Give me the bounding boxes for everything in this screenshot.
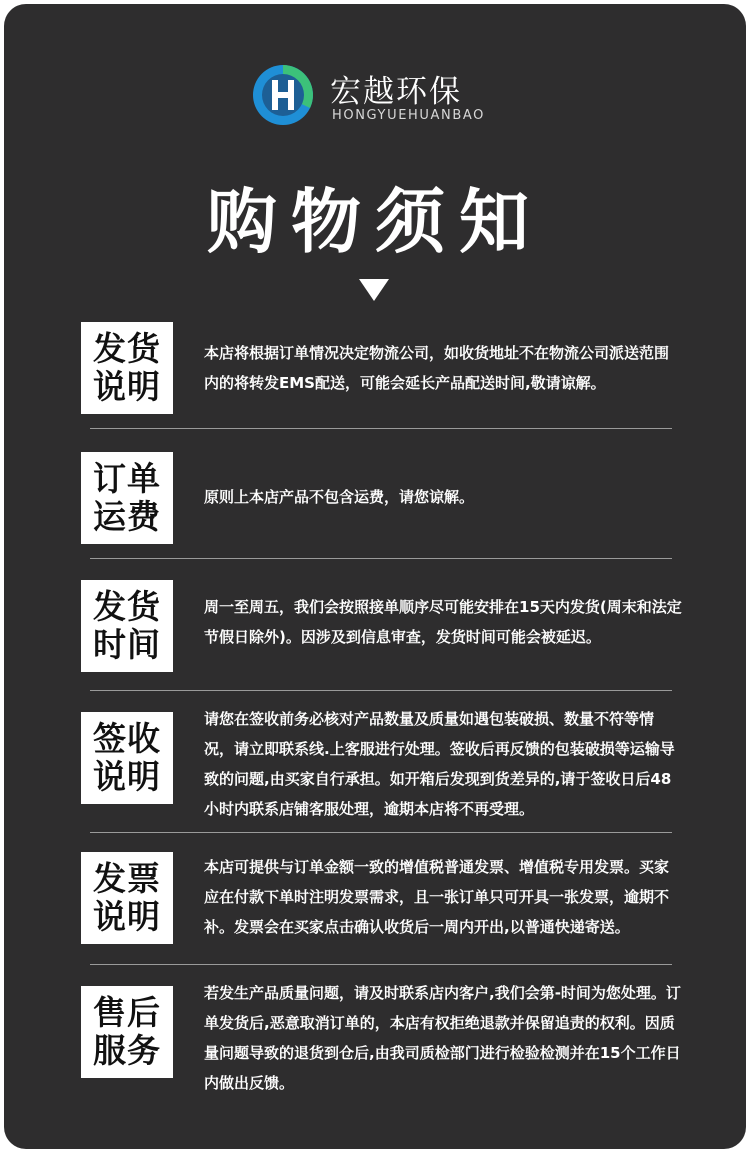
section-text: 本店将根据订单情况决定物流公司，如收货地址不在物流公司派送范围内的将转发EMS配送，可能会延长产品配送时间,敬请谅解。	[204, 344, 670, 392]
notice-card	[4, 4, 746, 1149]
brand-name-en: HONGYUEHUANBAO	[332, 108, 485, 123]
section-divider	[90, 964, 672, 965]
section-shipping-notes	[4, 318, 746, 428]
down-triangle-icon	[359, 279, 389, 301]
section-after-sales	[4, 978, 746, 1108]
section-receipt-notes	[4, 704, 746, 832]
section-label-line2: 时间	[93, 625, 161, 664]
section-label-line1: 订单	[93, 459, 161, 498]
section-text: 请您在签收前务必核对产品数量及质量如遇包装破损、数量不符等情况，请立即联系线.上客服进行处理。签收后再反馈的包装破损等运输导致的问题,由买家自行承担。如开箱后发现到货差异的,请于签收日后48小时内联系店铺客服处理，逾期本店将不再受理。	[204, 710, 675, 818]
section-divider	[90, 428, 672, 429]
section-invoice-notes	[4, 850, 746, 964]
brand-logo-icon	[252, 64, 314, 126]
brand-logo	[252, 62, 522, 132]
brand-name-cn: 宏越环保	[330, 74, 462, 110]
section-divider	[90, 690, 672, 691]
section-label-line1: 发货	[93, 587, 161, 626]
section-label-line2: 说明	[93, 367, 161, 406]
section-text: 本店可提供与订单金额一致的增值税普通发票、增值税专用发票。买家应在付款下单时注明发票需求，且一张订单只可开具一张发票，逾期不补。发票会在买家点击确认收货后一周内开出,以普通快递寄送。	[204, 858, 670, 936]
section-label-line1: 发票	[93, 859, 161, 898]
section-label-box	[81, 322, 173, 414]
section-label-line1: 售后	[93, 993, 161, 1032]
section-label-line1: 签收	[93, 719, 161, 758]
section-label-line2: 说明	[93, 897, 161, 936]
section-divider	[90, 832, 672, 833]
section-text: 周一至周五，我们会按照接单顺序尽可能安排在15天内发货(周末和法定节假日除外)。因涉及到信息审查，发货时间可能会被延迟。	[204, 598, 682, 646]
section-text: 若发生产品质量问题，请及时联系店内客户,我们会第-时间为您处理。订单发货后,恶意取消订单的，本店有权拒绝退款并保留追责的权利。因质量问题导致的退货到仓后,由我司质检部门进行检验检测并在15个工作日内做出反馈。	[204, 984, 681, 1092]
section-text: 原则上本店产品不包含运费，请您谅解。	[204, 488, 475, 506]
section-label-line1: 发货	[93, 329, 161, 368]
section-shipping-time	[4, 576, 746, 690]
section-label-box	[81, 452, 173, 544]
section-label-box	[81, 712, 173, 804]
section-label-line2: 说明	[93, 757, 161, 796]
section-order-shipping-fee	[4, 448, 746, 558]
section-label-line2: 服务	[93, 1031, 161, 1070]
section-divider	[90, 558, 672, 559]
section-label-line2: 运费	[93, 497, 161, 536]
section-label-box	[81, 986, 173, 1078]
page-title: 购物须知	[207, 181, 543, 263]
section-label-box	[81, 580, 173, 672]
section-label-box	[81, 852, 173, 944]
